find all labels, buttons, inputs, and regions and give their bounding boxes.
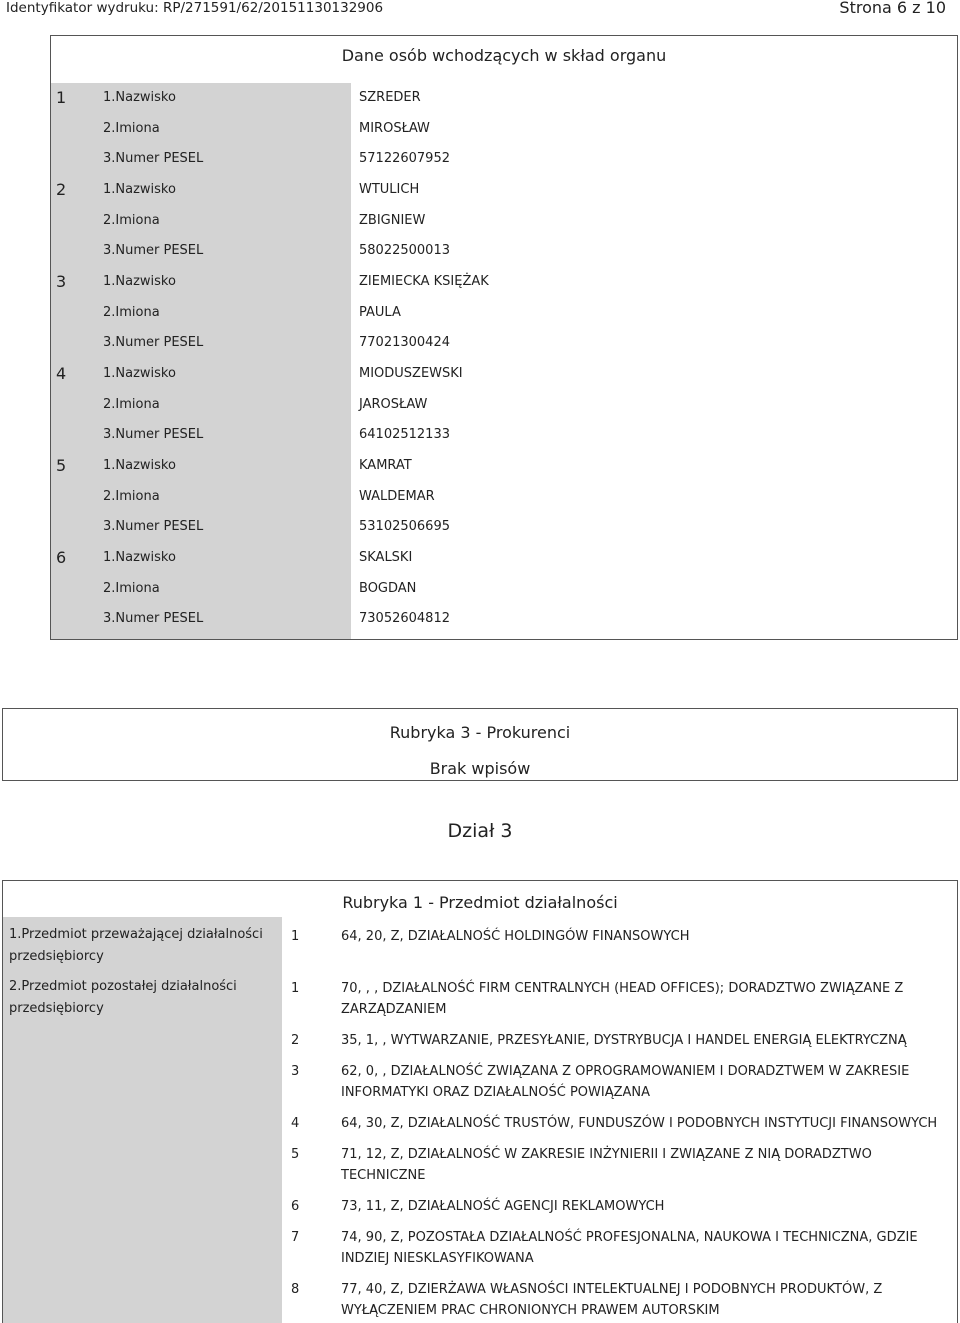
surname-value: KAMRAT xyxy=(359,458,412,473)
surname-value: ZIEMIECKA KSIĘŻAK xyxy=(359,274,489,289)
names-label: 2.Imiona xyxy=(103,304,160,320)
activity-text: 71, 12, Z, DZIAŁALNOŚĆ W ZAKRESIE INŻYNIERII I ZWIĄZANE Z NIĄ DORADZTWO TECHNICZNE xyxy=(341,1147,872,1183)
section-title: Rubryka 1 - Przedmiot działalności xyxy=(342,893,618,912)
surname-label: 1.Nazwisko xyxy=(103,458,176,473)
activity-number: 7 xyxy=(291,1230,300,1245)
pesel-value: 53102506695 xyxy=(359,519,450,535)
pesel-label: 3.Numer PESEL xyxy=(103,151,204,167)
surname-label: 1.Nazwisko xyxy=(103,366,176,381)
organ-members-section xyxy=(50,35,958,640)
surname-label: 1.Nazwisko xyxy=(103,182,176,197)
activity-text: 64, 30, Z, DZIAŁALNOŚĆ TRUSTÓW, FUNDUSZÓW I PODOBNYCH INSTYTUCJI FINANSOWYCH xyxy=(341,1116,938,1131)
names-value: WALDEMAR xyxy=(359,488,435,504)
names-value: MIROSŁAW xyxy=(359,120,430,136)
prokurenci-section xyxy=(2,708,958,781)
surname-label: 1.Nazwisko xyxy=(103,550,176,565)
names-label: 2.Imiona xyxy=(103,120,160,136)
names-label: 2.Imiona xyxy=(103,212,160,228)
activity-text: 73, 11, Z, DZIAŁALNOŚĆ AGENCJI REKLAMOWYCH xyxy=(341,1199,665,1214)
pesel-label: 3.Numer PESEL xyxy=(103,335,204,351)
activity-number: 1 xyxy=(291,981,300,996)
other-activity-label: 2.Przedmiot pozostałej działalności przedsiębiorcy xyxy=(9,979,237,1016)
activity-text: 64, 20, Z, DZIAŁALNOŚĆ HOLDINGÓW FINANSOWYCH xyxy=(341,929,690,944)
section-heading: Dział 3 xyxy=(447,820,513,842)
names-label: 2.Imiona xyxy=(103,580,160,596)
names-label: 2.Imiona xyxy=(103,488,160,504)
names-value: ZBIGNIEW xyxy=(359,212,426,228)
pesel-label: 3.Numer PESEL xyxy=(103,243,204,259)
activity-text: 35, 1, , WYTWARZANIE, PRZESYŁANIE, DYSTRYBUCJA I HANDEL ENERGIĄ ELEKTRYCZNĄ xyxy=(341,1033,907,1048)
activity-number: 8 xyxy=(291,1282,300,1297)
person-number: 3 xyxy=(56,272,67,291)
pesel-label: 3.Numer PESEL xyxy=(103,519,204,535)
pesel-value: 73052604812 xyxy=(359,611,450,627)
surname-value: SKALSKI xyxy=(359,550,413,565)
person-number: 1 xyxy=(56,88,67,107)
surname-value: SZREDER xyxy=(359,90,421,105)
page-number: Strona 6 z 10 xyxy=(839,0,946,17)
activity-text: 70, , , DZIAŁALNOŚĆ FIRM CENTRALNYCH (HEAD OFFICES); DORADZTWO ZWIĄZANE Z ZARZĄDZANIEM xyxy=(341,981,904,1017)
print-header xyxy=(0,0,960,20)
surname-label: 1.Nazwisko xyxy=(103,90,176,105)
section-title: Dane osób wchodzących w skład organu xyxy=(341,46,667,65)
pesel-value: 77021300424 xyxy=(359,335,450,351)
surname-label: 1.Nazwisko xyxy=(103,274,176,289)
surname-value: WTULICH xyxy=(359,182,420,197)
surname-value: MIODUSZEWSKI xyxy=(359,366,463,381)
names-value: BOGDAN xyxy=(359,580,417,596)
activity-number: 2 xyxy=(291,1033,300,1048)
activity-number: 1 xyxy=(291,929,300,944)
pesel-label: 3.Numer PESEL xyxy=(103,427,204,443)
person-number: 6 xyxy=(56,548,67,567)
person-number: 5 xyxy=(56,456,67,475)
activity-text: 74, 90, Z, POZOSTAŁA DZIAŁALNOŚĆ PROFESJONALNA, NAUKOWA I TECHNICZNA, GDZIE INDZIEJ NIESKLASYFIKOWANA xyxy=(341,1230,918,1266)
names-label: 2.Imiona xyxy=(103,396,160,412)
business-activity-section xyxy=(2,880,958,1323)
activity-number: 5 xyxy=(291,1147,300,1162)
activity-number: 4 xyxy=(291,1116,300,1131)
pesel-value: 58022500013 xyxy=(359,243,450,259)
print-identifier: Identyfikator wydruku: RP/271591/62/20151130132906 xyxy=(6,0,384,16)
main-activity-label: 1.Przedmiot przeważającej działalności przedsiębiorcy xyxy=(9,927,263,964)
names-value: JAROSŁAW xyxy=(359,396,428,412)
section-title: Rubryka 3 - Prokurenci xyxy=(389,723,571,742)
pesel-value: 57122607952 xyxy=(359,151,450,167)
activity-number: 3 xyxy=(291,1064,300,1079)
activity-number: 6 xyxy=(291,1199,300,1214)
pesel-value: 64102512133 xyxy=(359,427,450,443)
activity-text: 62, 0, , DZIAŁALNOŚĆ ZWIĄZANA Z OPROGRAMOWANIEM I DORADZTWEM W ZAKRESIE INFORMATYKI ORAZ DZIAŁALNOŚĆ POWIĄZANA xyxy=(341,1064,910,1100)
activity-text: 77, 40, Z, DZIERŻAWA WŁASNOŚCI INTELEKTUALNEJ I PODOBNYCH PRODUKTÓW, Z WYŁĄCZENIEM PRAC CHRONIONYCH PRAWEM AUTORSKIM xyxy=(341,1282,883,1318)
names-value: PAULA xyxy=(359,304,401,320)
person-number: 4 xyxy=(56,364,67,383)
no-entries-text: Brak wpisów xyxy=(429,759,531,778)
pesel-label: 3.Numer PESEL xyxy=(103,611,204,627)
person-number: 2 xyxy=(56,180,67,199)
